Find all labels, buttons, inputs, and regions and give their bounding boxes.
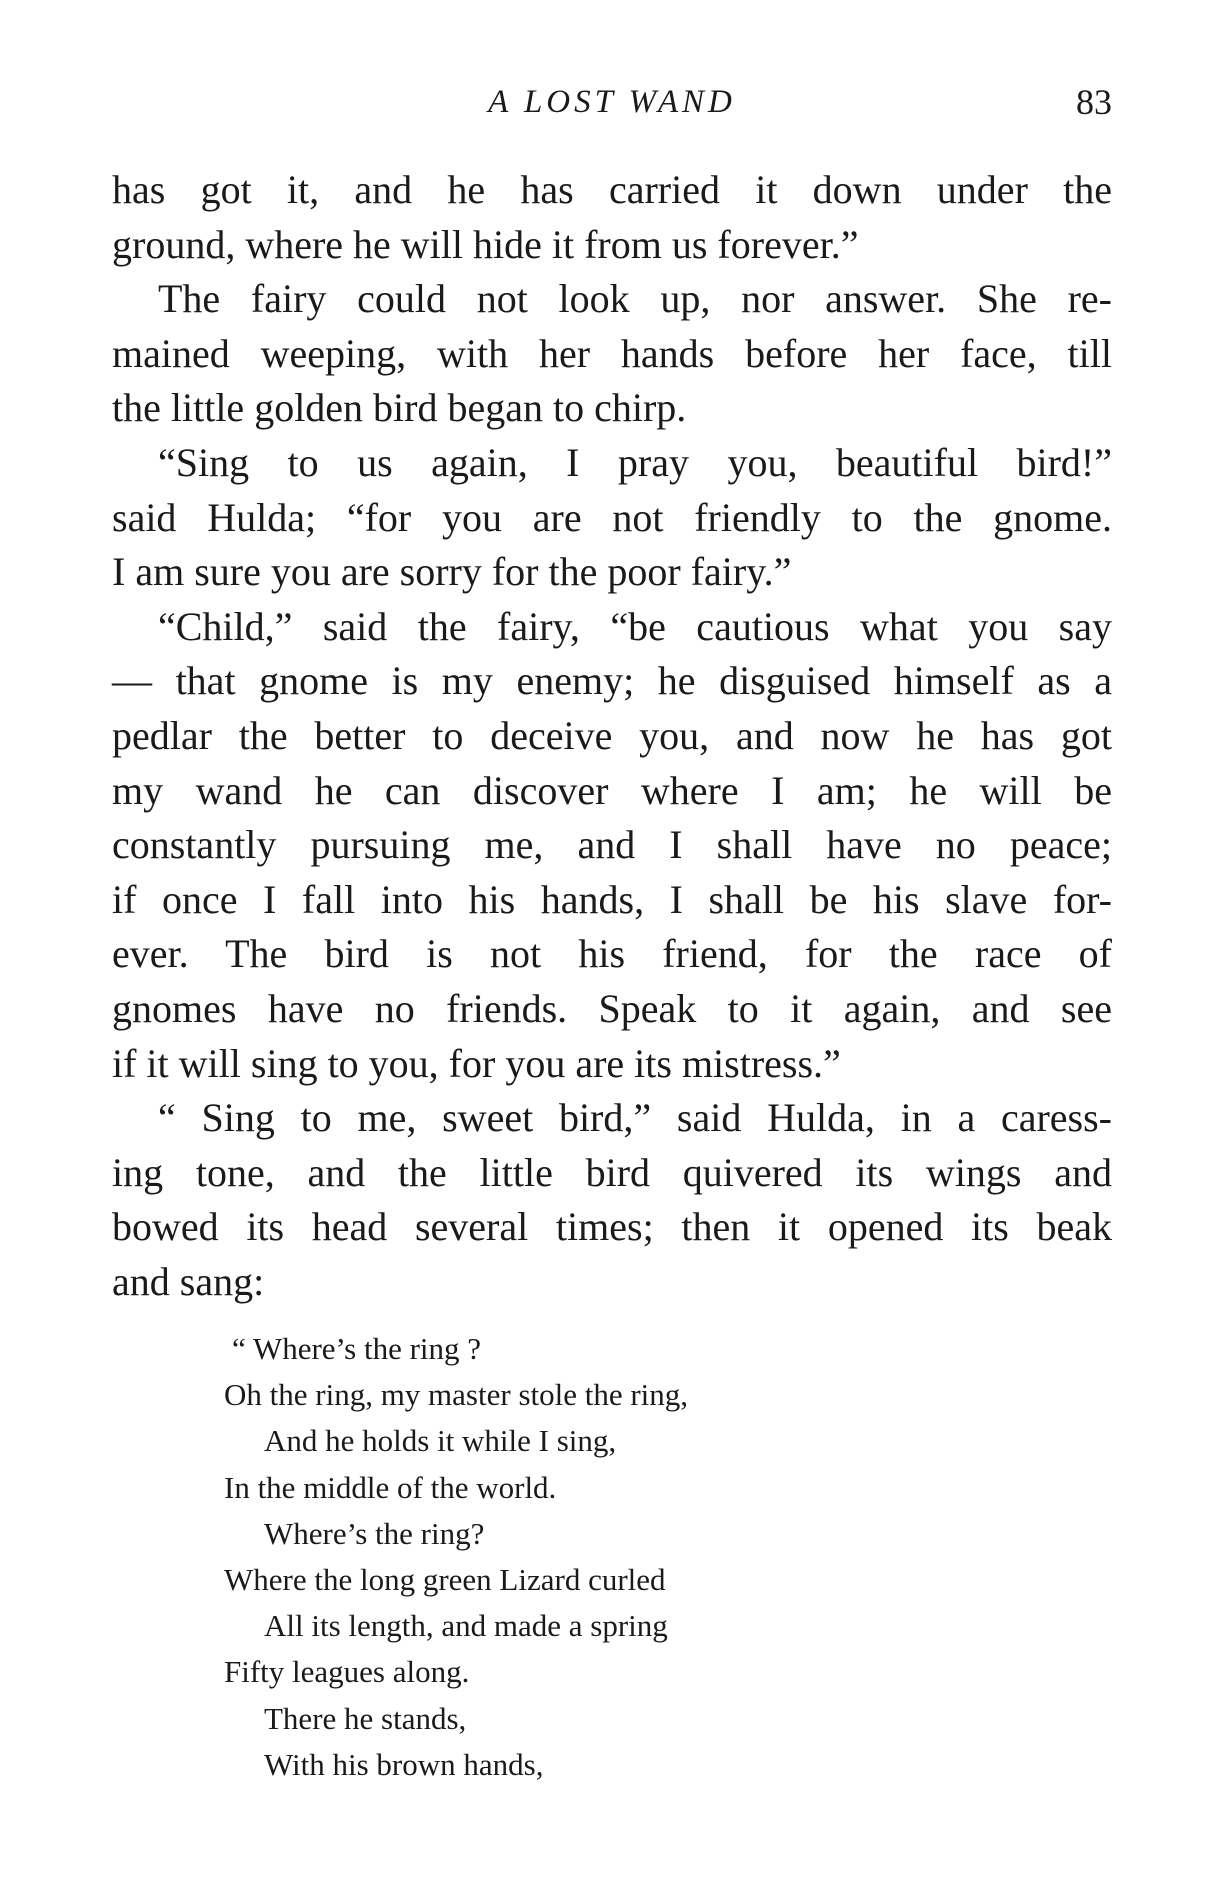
text-line: bowed its head several times; then it opened its beak	[112, 1204, 1112, 1250]
verse-line: Where’s the ring?	[264, 1515, 485, 1551]
text-line: the little golden bird began to chirp.	[112, 385, 687, 431]
text-line: and sang:	[112, 1258, 265, 1304]
verse-block	[224, 1326, 924, 1788]
verse-line: Where the long green Lizard curled	[224, 1561, 666, 1597]
text-line: if once I fall into his hands, I shall be his slave for-	[112, 876, 1112, 922]
text-line: ever. The bird is not his friend, for the race of	[112, 931, 1112, 977]
text-line: “Child,” said the fairy, “be cautious what you say	[158, 603, 1112, 649]
text-line: if it will sing to you, for you are its mistress.”	[112, 1040, 841, 1086]
page-number: 83	[1076, 82, 1112, 122]
text-line: “Sing to us again, I pray you, beautiful bird!”	[158, 439, 1112, 485]
verse-line: There he stands,	[264, 1700, 467, 1736]
verse-line: In the middle of the world.	[224, 1469, 557, 1505]
text-line: ing tone, and the little bird quivered its wings and	[112, 1149, 1112, 1195]
verse-line: Fifty leagues along.	[224, 1654, 470, 1690]
text-line: mained weeping, with her hands before her face, till	[112, 330, 1112, 376]
verse-line: All its length, and made a spring	[264, 1608, 668, 1644]
body-text	[112, 163, 1112, 1309]
verse-line: And he holds it while I sing,	[264, 1423, 617, 1459]
text-line: said Hulda; “for you are not friendly to the gnome.	[112, 494, 1112, 540]
text-line: — that gnome is my enemy; he disguised himself as a	[112, 658, 1112, 704]
text-line: constantly pursuing me, and I shall have no peace;	[112, 822, 1112, 868]
text-line: my wand he can discover where I am; he will be	[112, 767, 1112, 813]
verse-line: Oh the ring, my master stole the ring,	[224, 1377, 689, 1413]
text-line: pedlar the better to deceive you, and now he has got	[112, 712, 1112, 758]
text-line: ground, where he will hide it from us forever.”	[112, 221, 859, 267]
text-line: I am sure you are sorry for the poor fairy.”	[112, 549, 792, 595]
verse-line: “ Where’s the ring ?	[232, 1331, 482, 1366]
running-title: A LOST WAND	[488, 84, 736, 120]
text-line: has got it, and he has carried it down under the	[112, 167, 1112, 212]
verse-line: With his brown hands,	[264, 1746, 544, 1782]
text-line: gnomes have no friends. Speak to it again, and see	[112, 985, 1112, 1031]
text-line: “ Sing to me, sweet bird,” said Hulda, in a caress-	[158, 1095, 1112, 1141]
running-head	[112, 78, 1112, 126]
text-line: The fairy could not look up, nor answer. She re-	[158, 276, 1112, 322]
